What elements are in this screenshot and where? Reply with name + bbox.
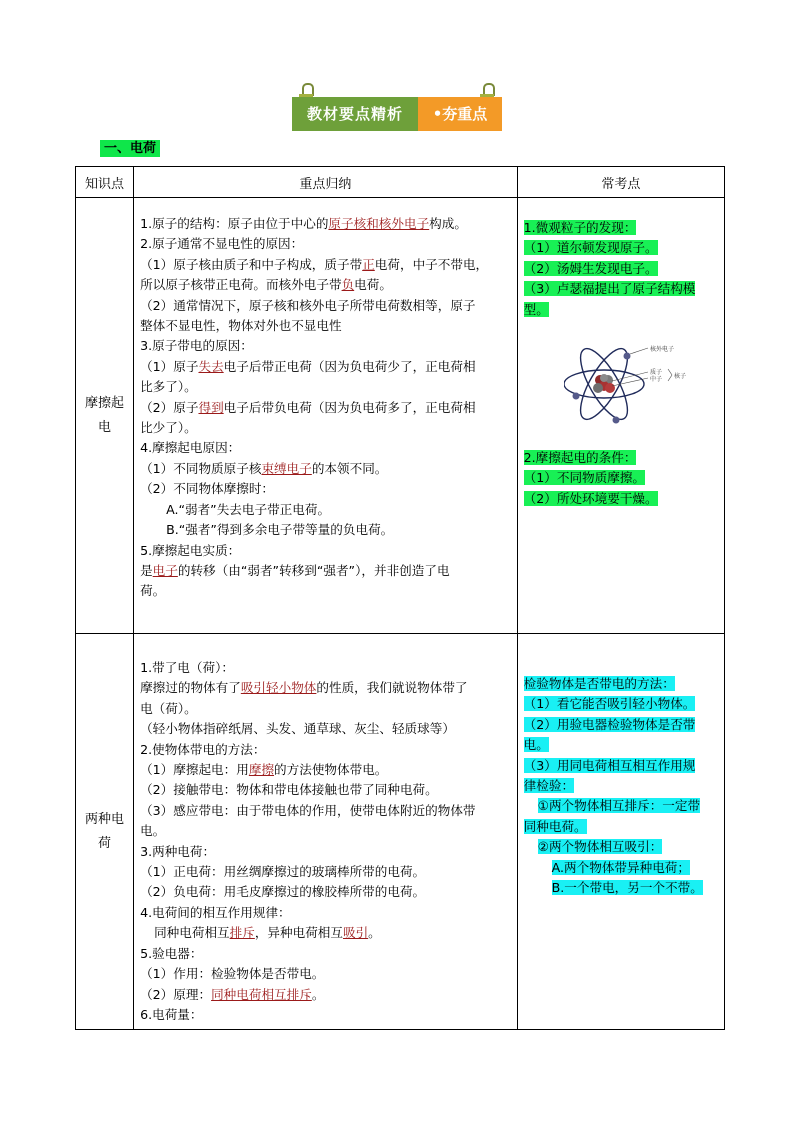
test-point-line: （2）所处环境要干燥。 — [523, 490, 658, 506]
list-item: 1.带了电（荷）： — [140, 660, 234, 675]
row-label: 摩擦起电 — [76, 198, 134, 634]
banner-title-main: 教材要点精析 — [292, 97, 418, 131]
table-row — [76, 198, 725, 634]
test-point-line: （1）看它能否吸引轻小物体。 — [523, 696, 696, 712]
list-item: 2.使物体带电的方法： — [140, 741, 266, 757]
label-nucleus: 核子 — [673, 373, 686, 381]
list-item: 1.原子的结构：原子由位于中心的原子核和核外电子构成。 — [140, 216, 467, 231]
test-point-line: 电。 — [523, 737, 549, 753]
list-item: （2）原理：同种电荷相互排斥。 — [140, 986, 325, 1002]
nucleus-icon — [593, 374, 615, 393]
atom-model-illustration — [564, 334, 704, 434]
summary-cell — [134, 198, 518, 634]
list-item: 是电子的转移（由“弱者”转移到“强者”），并非创造了电 — [140, 562, 450, 578]
test-point-line: 1.微观粒子的发现： — [523, 220, 637, 235]
list-item: （轻小物体指碎纸屑、头发、通草球、灰尘、轻质球等） — [140, 721, 455, 737]
list-item: 电（荷）。 — [140, 700, 197, 716]
test-point-line: 检验物体是否带电的方法： — [523, 676, 675, 691]
list-item: 所以原子核带正电荷。而核外电子带负电荷。 — [140, 277, 392, 293]
list-item: （2）原子得到电子后带负电荷（因为负电荷多了，正电荷相 — [140, 399, 476, 415]
list-item: 3.两种电荷： — [140, 843, 216, 859]
electron-icon — [572, 393, 579, 400]
test-point-line: （1）不同物质摩擦。 — [523, 470, 646, 486]
list-item: 5.验电器： — [140, 945, 203, 961]
label-proton: 质子 — [649, 369, 662, 377]
list-item: 整体不显电性，物体对外也不显电性 — [140, 318, 342, 334]
table-header-row — [76, 167, 725, 198]
test-point-line: B.一个带电，另一个不带。 — [551, 880, 703, 896]
test-point-line: 型。 — [523, 301, 549, 317]
list-item: 3.原子带电的原因： — [140, 338, 253, 354]
label-neutron: 中子 — [649, 376, 662, 384]
summary-cell — [134, 634, 518, 1030]
knowledge-table — [75, 166, 725, 1030]
section-heading: 一、电荷 — [100, 140, 160, 157]
list-item: （1）不同物质原子核束缚电子的本领不同。 — [140, 460, 388, 476]
test-point-line: （1）道尔顿发现原子。 — [523, 240, 658, 256]
test-point-line: 律检验： — [523, 778, 575, 794]
test-point-line: （3）用同电荷相互相互作用规 — [523, 757, 696, 773]
list-item: （1）摩擦起电：用摩擦的方法使物体带电。 — [140, 762, 388, 778]
list-item: （1）原子失去电子后带正电荷（因为负电荷少了，正电荷相 — [140, 358, 476, 374]
list-item: （1）正电荷：用丝绸摩擦过的玻璃棒所带的电荷。 — [140, 864, 426, 880]
list-item: B.“强者”得到多余电子带等量的负电荷。 — [166, 522, 394, 538]
list-item: （2）负电荷：用毛皮摩擦过的橡胶棒所带的电荷。 — [140, 884, 426, 900]
electron-icon — [612, 417, 619, 424]
header-key-summary: 重点归纳 — [134, 167, 518, 198]
list-item: 4.摩擦起电原因： — [140, 440, 241, 456]
test-point-line: A.两个物体带异种电荷； — [551, 859, 690, 875]
row-label: 两种电荷 — [76, 634, 134, 1030]
label-electron: 核外电子 — [649, 346, 674, 354]
list-item: 5.摩擦起电实质： — [140, 542, 241, 558]
list-item: 4.电荷间的相互作用规律： — [140, 904, 291, 920]
list-item: A.“弱者”失去电子带正电荷。 — [166, 501, 331, 517]
list-item: 同种电荷相互排斥，异种电荷相互吸引。 — [154, 925, 381, 941]
electron-icon — [623, 353, 630, 360]
test-point-line: （2）汤姆生发现电子。 — [523, 260, 658, 276]
title-banner — [292, 97, 502, 131]
test-points-cell — [517, 634, 724, 1030]
test-point-line: 同种电荷。 — [523, 818, 587, 834]
list-item: 比多了）。 — [140, 379, 197, 395]
test-point-line: 2.摩擦起电的条件： — [523, 450, 637, 466]
header-knowledge-point: 知识点 — [76, 167, 134, 198]
test-point-line: ①两个物体相互排斥：一定带 — [537, 798, 701, 814]
list-item: （2）接触带电：物体和带电体接触也带了同种电荷。 — [140, 782, 438, 798]
list-item: （3）感应带电：由于带电体的作用，使带电体附近的物体带 — [140, 802, 476, 818]
test-point-line: （2）用验电器检验物体是否带 — [523, 716, 696, 732]
test-point-line: ②两个物体相互吸引： — [537, 839, 663, 855]
list-item: 电。 — [140, 823, 166, 839]
test-points-cell — [517, 198, 724, 634]
list-item: 2.原子通常不显电性的原因： — [140, 236, 304, 252]
header-common-test-points: 常考点 — [517, 167, 724, 198]
list-item: 6.电荷量： — [140, 1006, 203, 1022]
table-row — [76, 634, 725, 1030]
banner-title-sub: •夯重点 — [418, 97, 502, 131]
list-item: （1）作用：检验物体是否带电。 — [140, 966, 325, 982]
list-item: 摩擦过的物体有了吸引轻小物体的性质，我们就说物体带了 — [140, 680, 468, 696]
list-item: （2）不同物体摩擦时： — [140, 481, 275, 497]
test-point-line: （3）卢瑟福提出了原子结构模 — [523, 281, 696, 297]
list-item: 荷。 — [140, 583, 166, 599]
list-item: （1）原子核由质子和中子构成，质子带正电荷，中子不带电， — [140, 256, 489, 272]
list-item: 比少了）。 — [140, 420, 197, 436]
list-item: （2）通常情况下，原子核和核外电子所带电荷数相等，原子 — [140, 297, 476, 313]
